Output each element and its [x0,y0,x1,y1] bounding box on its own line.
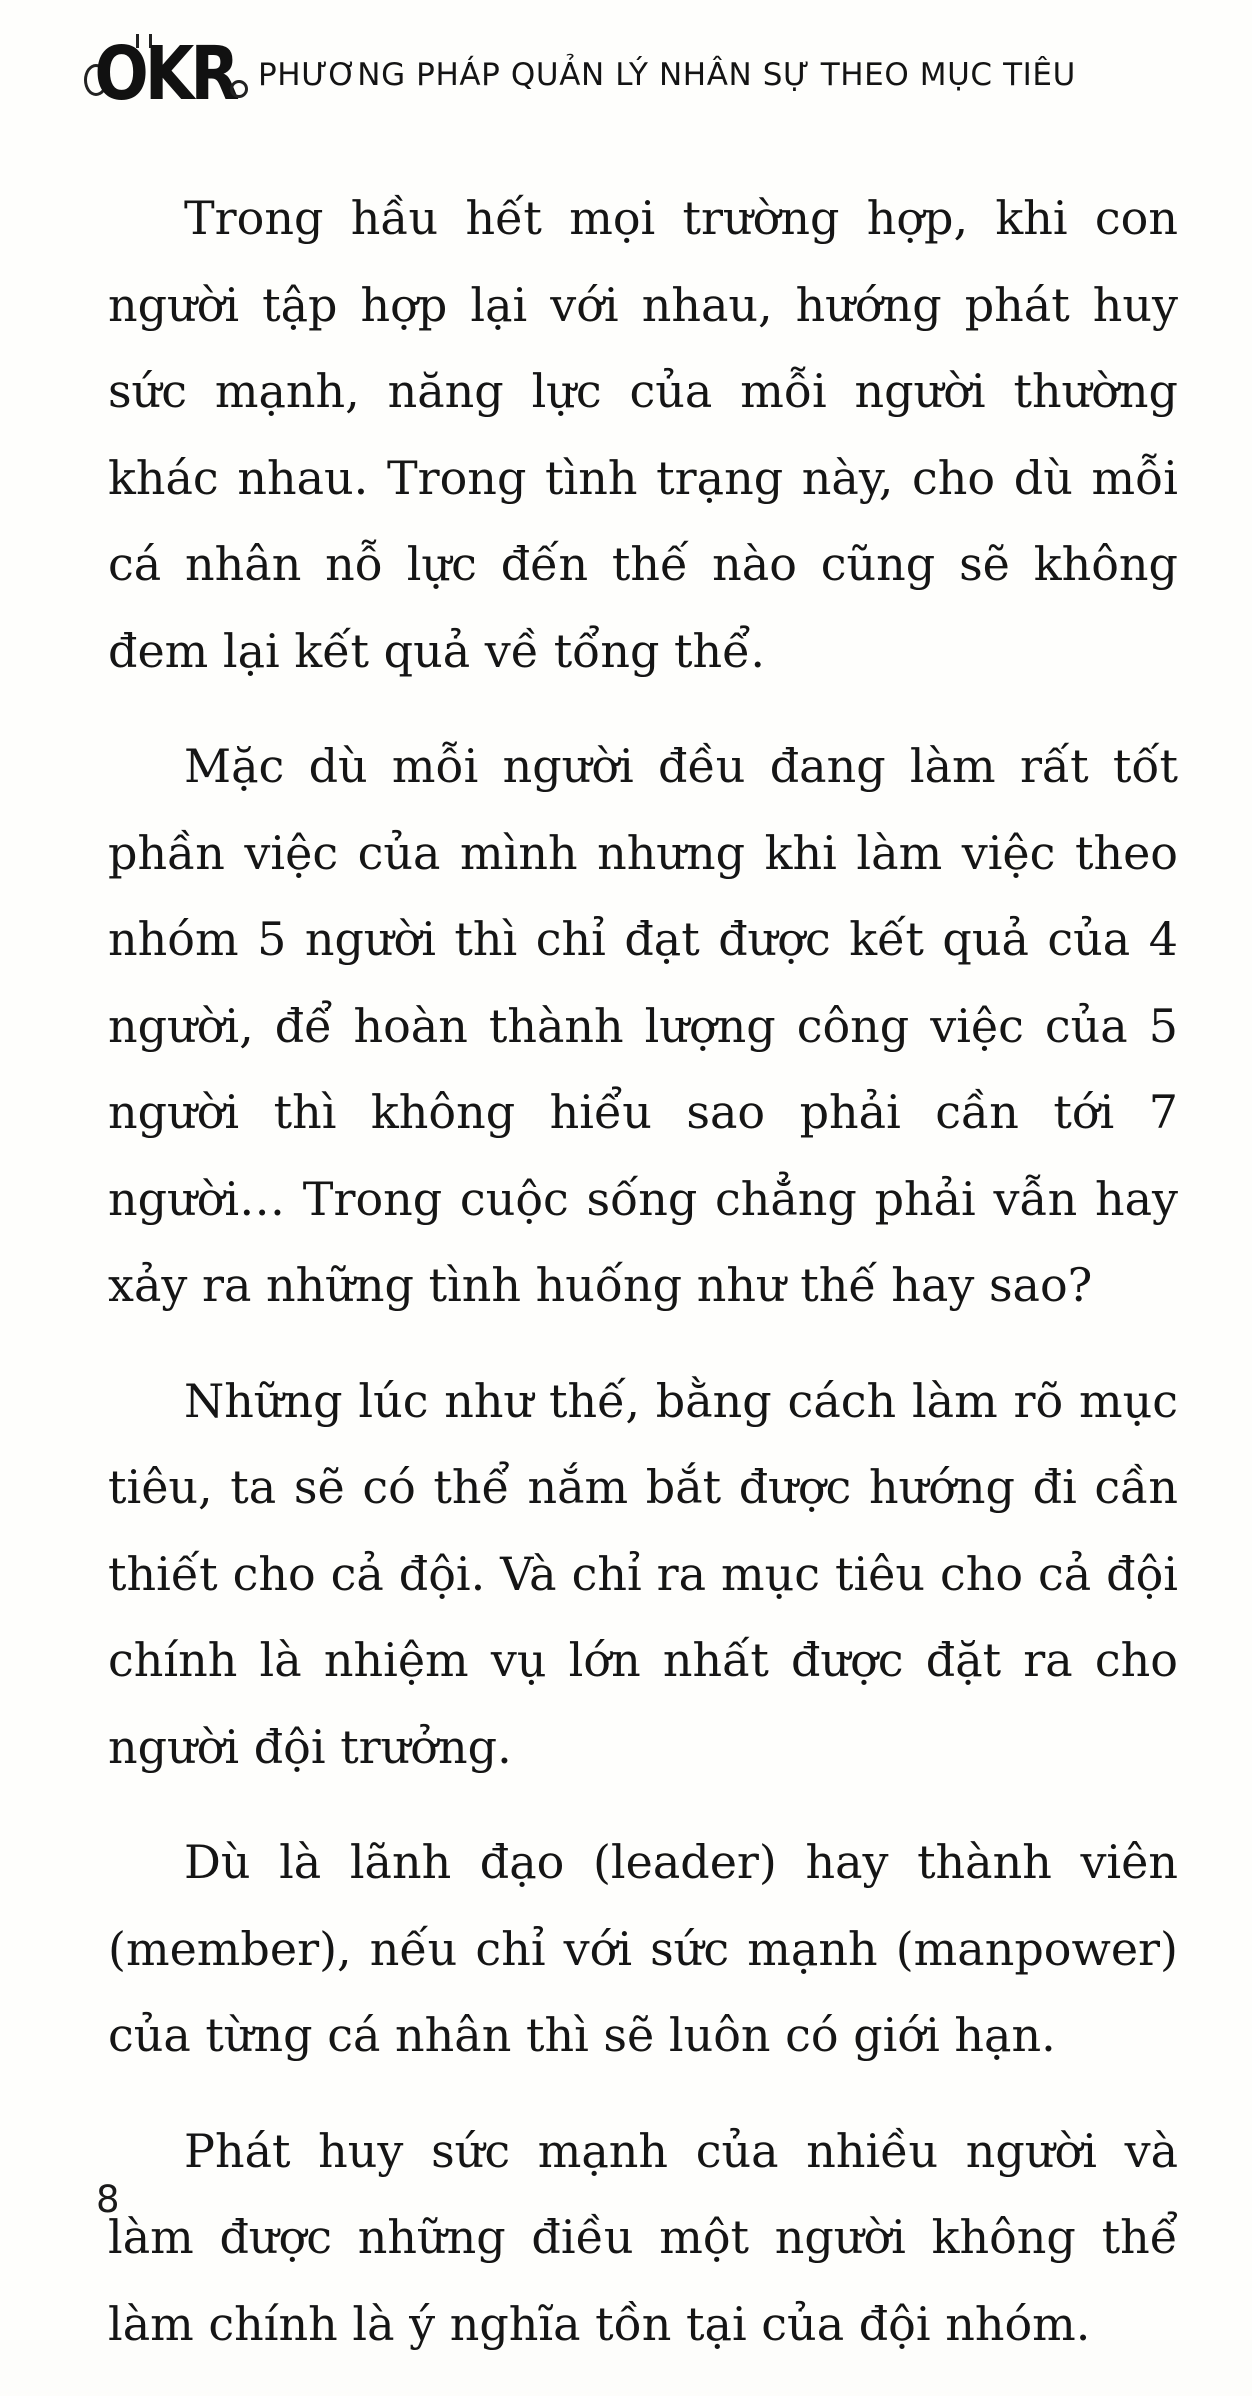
paragraph-3: Những lúc như thế, bằng cách làm rõ mục tiêu, ta sẽ có thể nắm bắt được hướng đi cần thiết cho cả đội. Và chỉ ra mục tiêu cho cả đội chính là nhiệm vụ lớn nhất được đặt ra cho người đội trưởng. [108,1373,1178,1774]
logo-text: OKR [94,32,236,118]
paragraph-4: Dù là lãnh đạo (leader) hay thành viên (member), nếu chỉ với sức mạnh (manpower) của từng cá nhân thì sẽ luôn có giới hạn. [108,1835,1178,2062]
okr-logo [80,30,250,120]
paragraph-2: Mặc dù mỗi người đều đang làm rất tốt phần việc của mình nhưng khi làm việc theo nhóm 5 người thì chỉ đạt được kết quả của 4 người, để hoàn thành lượng công việc của 5 người thì không hiểu sao phải cần tới 7 người… Trong cuộc sống chẳng phải vẫn hay xảy ra những tình huống như thế hay sao? [108,739,1178,1312]
running-head: PHƯƠNG PHÁP QUẢN LÝ NHÂN SỰ THEO MỤC TIÊU [258,57,1076,93]
body-text [108,175,1178,2396]
logo-ornament-right [230,80,248,98]
paragraph-5: Phát huy sức mạnh của nhiều người và làm được những điều một người không thể làm chính là ý nghĩa tồn tại của đội nhóm. [108,2123,1178,2351]
paragraph-1: Trong hầu hết mọi trường hợp, khi con người tập hợp lại với nhau, hướng phát huy sức mạnh, năng lực của mỗi người thường khác nhau. Trong tình trạng này, cho dù mỗi cá nhân nỗ lực đến thế nào cũng sẽ không đem lại kết quả về tổng thể. [108,191,1178,678]
page-header [80,30,1076,120]
page-number: 8 [96,2178,120,2221]
